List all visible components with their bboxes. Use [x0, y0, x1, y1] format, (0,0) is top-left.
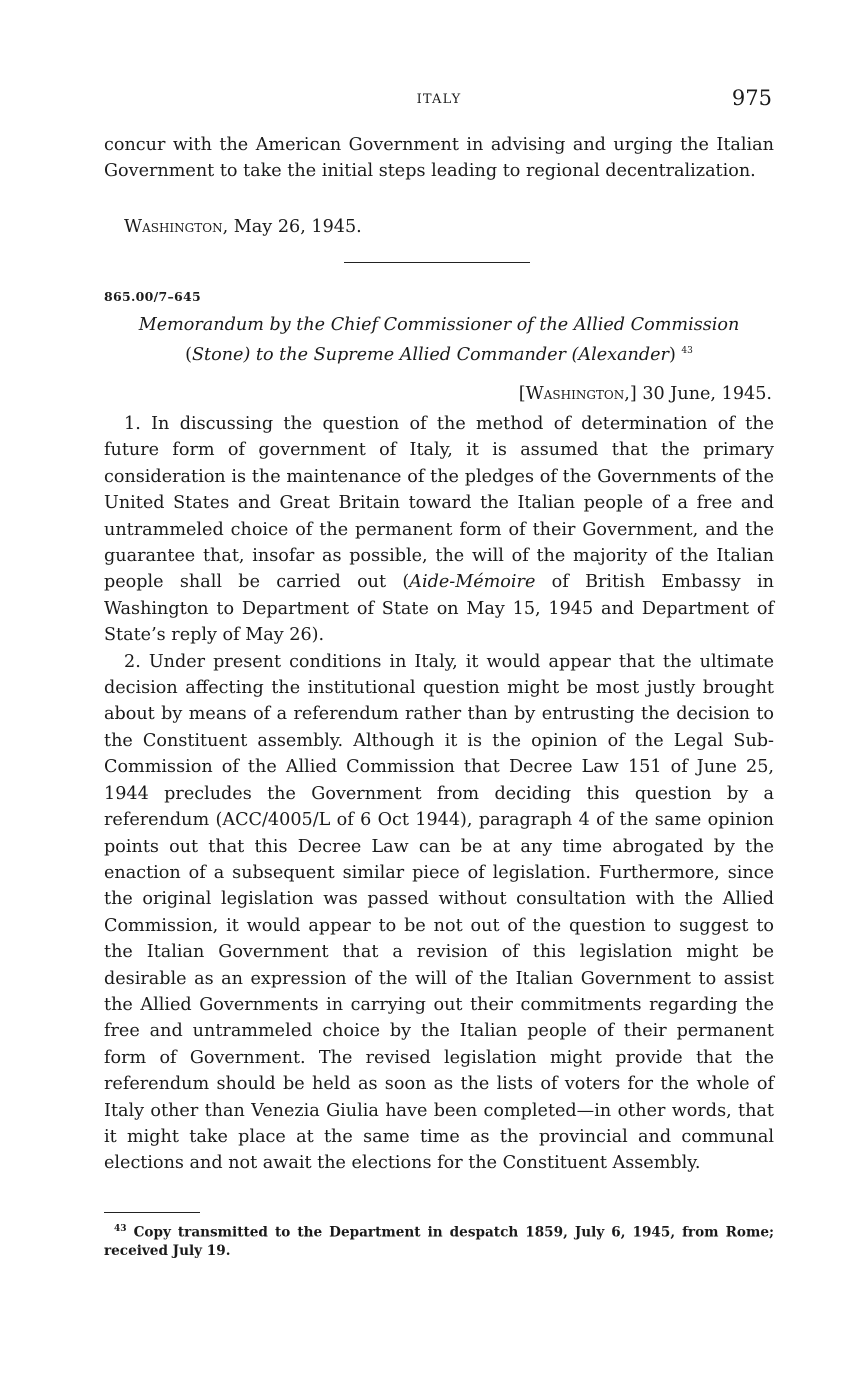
dateline-place: Washington: [525, 384, 625, 404]
continuation-paragraph: [104, 132, 774, 185]
closing-line: [124, 214, 362, 240]
file-number: 865.00/7–645: [104, 289, 202, 304]
footnote-reference: 43: [681, 346, 693, 356]
aide-memoire-term: Aide-Mémoire: [409, 572, 536, 593]
paragraph-1: 1. In discussing the question of the method of determination of the future form of government of Italy, it is assumed that the primary consideration is the maintenance of the pledges of the Governments of the United States and Great Britain toward the Italian people of a free and untrammeled choice of the permanent form of their Government, and the guarantee that, insofar as possible, the will of the majority of the Italian people shall be carried out (Aide-Mémoire of British Embassy in Washington to Department of State on May 15, 1945 and Department of State’s reply of May 26).: [104, 414, 774, 646]
title-name-alexander: Alexander: [578, 344, 669, 365]
dateline: [Washington,] 30 June, 1945.: [518, 384, 772, 404]
footnote-text: Copy transmitted to the Department in despatch 1859, July 6, 1945, from Rome; received July 19.: [104, 1224, 774, 1259]
closing-place: Washington: [124, 217, 223, 237]
title-name-stone: Stone: [191, 344, 244, 365]
document-title: [104, 312, 774, 368]
continuation-text: concur with the American Government in advising and urging the Italian Government to take the initial steps leading to regional decentralization.: [104, 135, 774, 182]
memorandum-body: [104, 411, 774, 1177]
footnote-divider: [104, 1212, 200, 1213]
paragraph-2: 2. Under present conditions in Italy, it would appear that the ultimate decision affecting the institutional question might be most justly brought about by means of a referendum rather than by entrusting the decision to the Constituent assembly. Although it is the opinion of the Legal Sub-Commission of the Allied Commission that Decree Law 151 of June 25, 1944 precludes the Government from deciding this question by a referendum (ACC/4005/L of 6 Oct 1944), paragraph 4 of the same opinion points out that this Decree Law can be at any time abrogated by the enaction of a subsequent similar piece of legislation. Furthermore, since the original legislation was passed without consultation with the Allied Commission, it would appear to be not out of the question to suggest to the Italian Government that a revision of this legislation might be desirable as an expression of the will of the Italian Government to assist the Allied Governments in carrying out their commitments regarding the free and untrammeled choice by the Italian people of their permanent form of Government. The revised legislation might provide that the referendum should be held as soon as the lists of voters for the whole of Italy other than Venezia Giulia have been completed—in other words, that it might take place at the same time as the provincial and communal elections and not await the elections for the Constituent Assembly.: [104, 651, 774, 1174]
page-number: 975: [731, 86, 772, 110]
section-divider: [344, 262, 530, 263]
title-line-2: (Stone) to the Supreme Allied Commander (Alexander) $^{43}$: [185, 344, 693, 365]
running-title: ITALY: [416, 92, 462, 107]
footnote: [104, 1220, 774, 1260]
running-header: [104, 86, 774, 114]
title-line-1: Memorandum by the Chief Commissioner of the Allied Commission: [138, 315, 740, 335]
footnote-marker: 43: [114, 1224, 127, 1234]
closing-date: , May 26, 1945.: [222, 217, 362, 237]
